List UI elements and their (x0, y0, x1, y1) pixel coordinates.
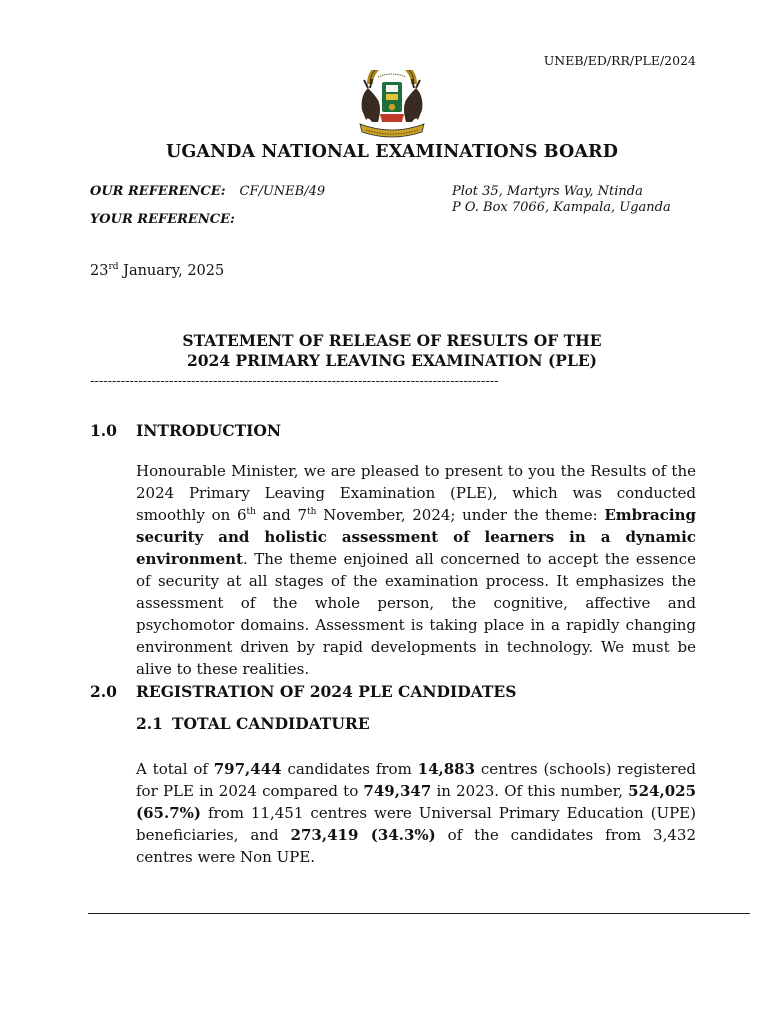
candidature-paragraph: A total of 797,444 candidates from 14,883 centres (schools) registered for PLE in 2024 compared to 749,347 in 2023. Of this number, 524,025 (65.7%) from 11,451 centres were Universal Primary Education (UPE) beneficiaries, and 273,419 (34.3%) of the candidates from 3,432 centres were Non UPE. (136, 760, 697, 866)
section-1-number: 1.0 (90, 421, 117, 440)
subsection-2-1-number: 2.1 (136, 714, 163, 733)
upe-candidates: 524,025 (65.7%) (136, 782, 697, 822)
document-reference-code: UNEB/ED/RR/PLE/2024 (543, 53, 696, 68)
address-line-1: Plot 35, Martyrs Way, Ntinda (452, 184, 643, 199)
introduction-paragraph: Honourable Minister, we are pleased to present to you the Results of the 2024 Primary Leaving Examination (PLE), which was conducted smoothly on 6th and 7th November, 2024; under the theme: Embracing security and holistic assessment of learners in a dynamic environment. The theme enjoined all concerned to accept the essence of security at all stages of the examination process. It emphasizes the assessment of the whole person, the cognitive, affective and psychomotor domains. Assessment is taking place in a rapidly changing environment driven by rapid developments in technology. We must be alive to these realities. (136, 462, 696, 678)
our-reference-value: CF/UNEB/49 (239, 184, 326, 199)
our-reference-label: OUR REFERENCE: (90, 184, 226, 199)
title-line-1: STATEMENT OF RELEASE OF RESULTS OF THE (182, 331, 602, 350)
organization-name: UGANDA NATIONAL EXAMINATIONS BOARD (166, 142, 618, 162)
section-2-heading: REGISTRATION OF 2024 PLE CANDIDATES (136, 682, 517, 701)
office-address (452, 184, 671, 215)
title-line-2: 2024 PRIMARY LEAVING EXAMINATION (PLE) (186, 351, 598, 370)
our-reference (90, 184, 325, 199)
address-line-2: P O. Box 7066, Kampala, Uganda (452, 199, 671, 215)
statement-title (0, 331, 768, 371)
your-reference-label: YOUR REFERENCE: (90, 212, 235, 227)
uneb-seal-logo (352, 70, 432, 142)
section-1-heading: INTRODUCTION (136, 421, 282, 440)
exam-theme: Embracing security and holistic assessment of learners in a dynamic environment (136, 506, 696, 568)
section-2-number: 2.0 (90, 682, 117, 701)
letter-date: 23rd January, 2025 (90, 262, 225, 279)
total-candidates: 797,444 (213, 760, 282, 778)
footer-rule (88, 913, 750, 914)
total-centres: 14,883 (417, 760, 476, 778)
candidates-2023: 749,347 (363, 782, 432, 800)
dashed-separator: --------------------------------------------------------------------------------------------- (90, 374, 499, 389)
subsection-2-1-heading: TOTAL CANDIDATURE (172, 714, 370, 733)
your-reference (90, 212, 235, 227)
non-upe-candidates: 273,419 (34.3%) (290, 826, 436, 844)
